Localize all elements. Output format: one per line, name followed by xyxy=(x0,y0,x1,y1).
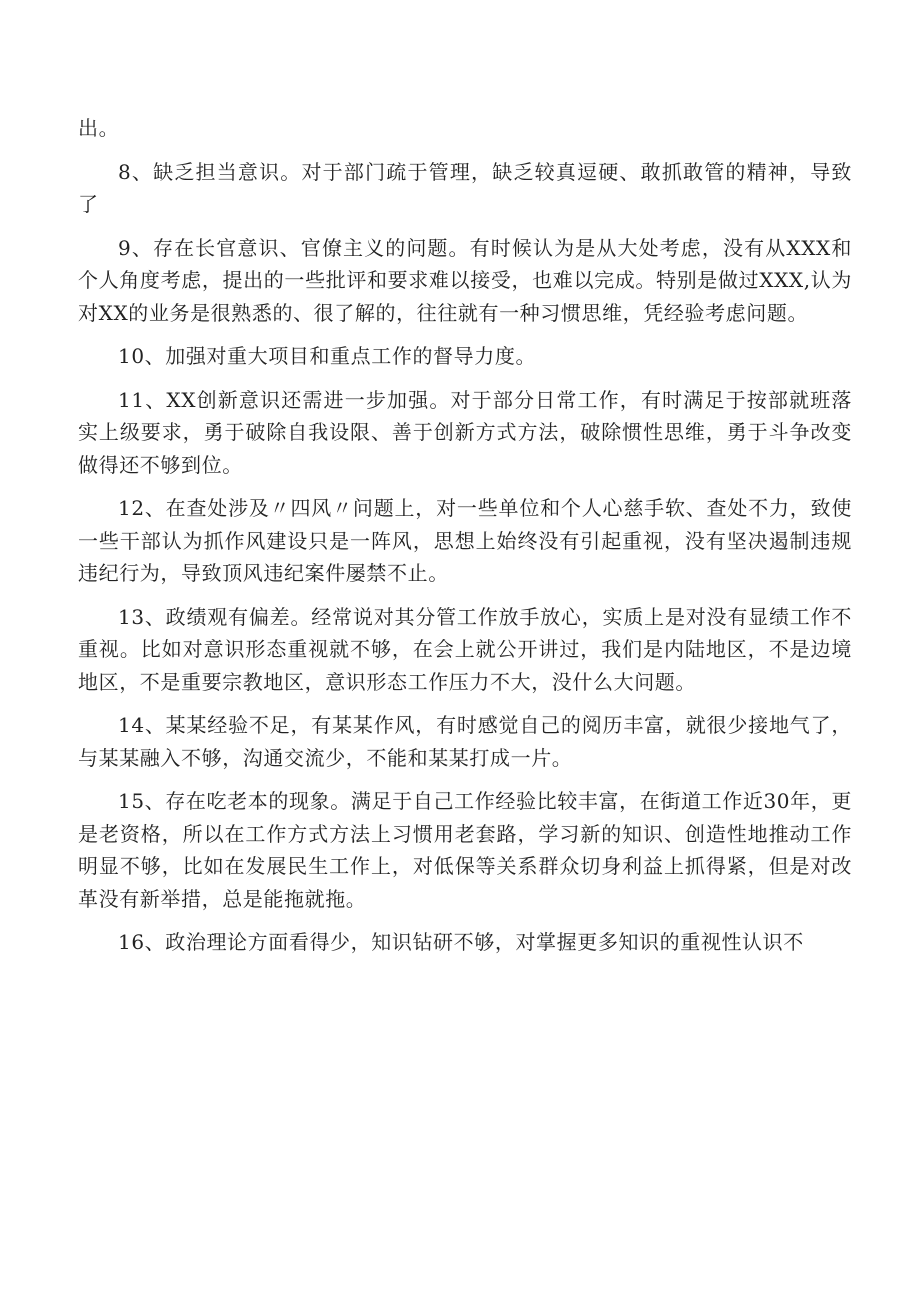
paragraph-continuation: 出。 xyxy=(78,116,120,140)
paragraph-item-9: 9、存在长官意识、官僚主义的问题。有时候认为是从大处考虑，没有从XXX和个人角度考虑，提出的一些批评和要求难以接受，也难以完成。特别是做过XXX,认为对XX的业务是很熟悉的、很了解的，往往就有一种习惯思维，凭经验考虑问题。 xyxy=(78,235,852,325)
paragraph-item-12: 12、在查处涉及〃四风〃问题上，对一些单位和个人心慈手软、查处不力，致使一些干部认为抓作风建设只是一阵风，思想上始终没有引起重视，没有坚决遏制违规违纪行为，导致顶风违纪案件屡禁不止。 xyxy=(78,496,852,585)
paragraph-item-13: 13、政绩观有偏差。经常说对其分管工作放手放心，实质上是对没有显绩工作不重视。比如对意识形态重视就不够，在会上就公开讲过，我们是内陆地区，不是边境地区，不是重要宗教地区，意识形态工作压力不大，没什么大问题。 xyxy=(78,604,852,694)
document-body xyxy=(78,112,852,970)
paragraph-item-14: 14、某某经验不足，有某某作风，有时感觉自己的阅历丰富，就很少接地气了，与某某融入不够，沟通交流少，不能和某某打成一片。 xyxy=(78,713,852,770)
paragraph-item-15: 15、存在吃老本的现象。满足于自己工作经验比较丰富，在街道工作近30年，更是老资格，所以在工作方式方法上习惯用老套路，学习新的知识、创造性地推动工作明显不够，比如在发展民生工作上，对低保等关系群众切身利益上抓得紧，但是对改革没有新举措，总是能拖就拖。 xyxy=(78,789,852,911)
paragraph-item-10: 10、加强对重大项目和重点工作的督导力度。 xyxy=(118,344,537,368)
paragraph-item-8: 8、缺乏担当意识。对于部门疏于管理，缺乏较真逗硬、敢抓敢管的精神，导致了 xyxy=(78,159,852,216)
paragraph-item-16: 16、政治理论方面看得少，知识钻研不够，对掌握更多知识的重视性认识不 xyxy=(118,930,804,954)
paragraph-item-11: 11、XX创新意识还需进一步加强。对于部分日常工作，有时满足于按部就班落实上级要求，勇于破除自我设限、善于创新方式方法，破除惯性思维，勇于斗争改变做得还不够到位。 xyxy=(78,387,852,477)
